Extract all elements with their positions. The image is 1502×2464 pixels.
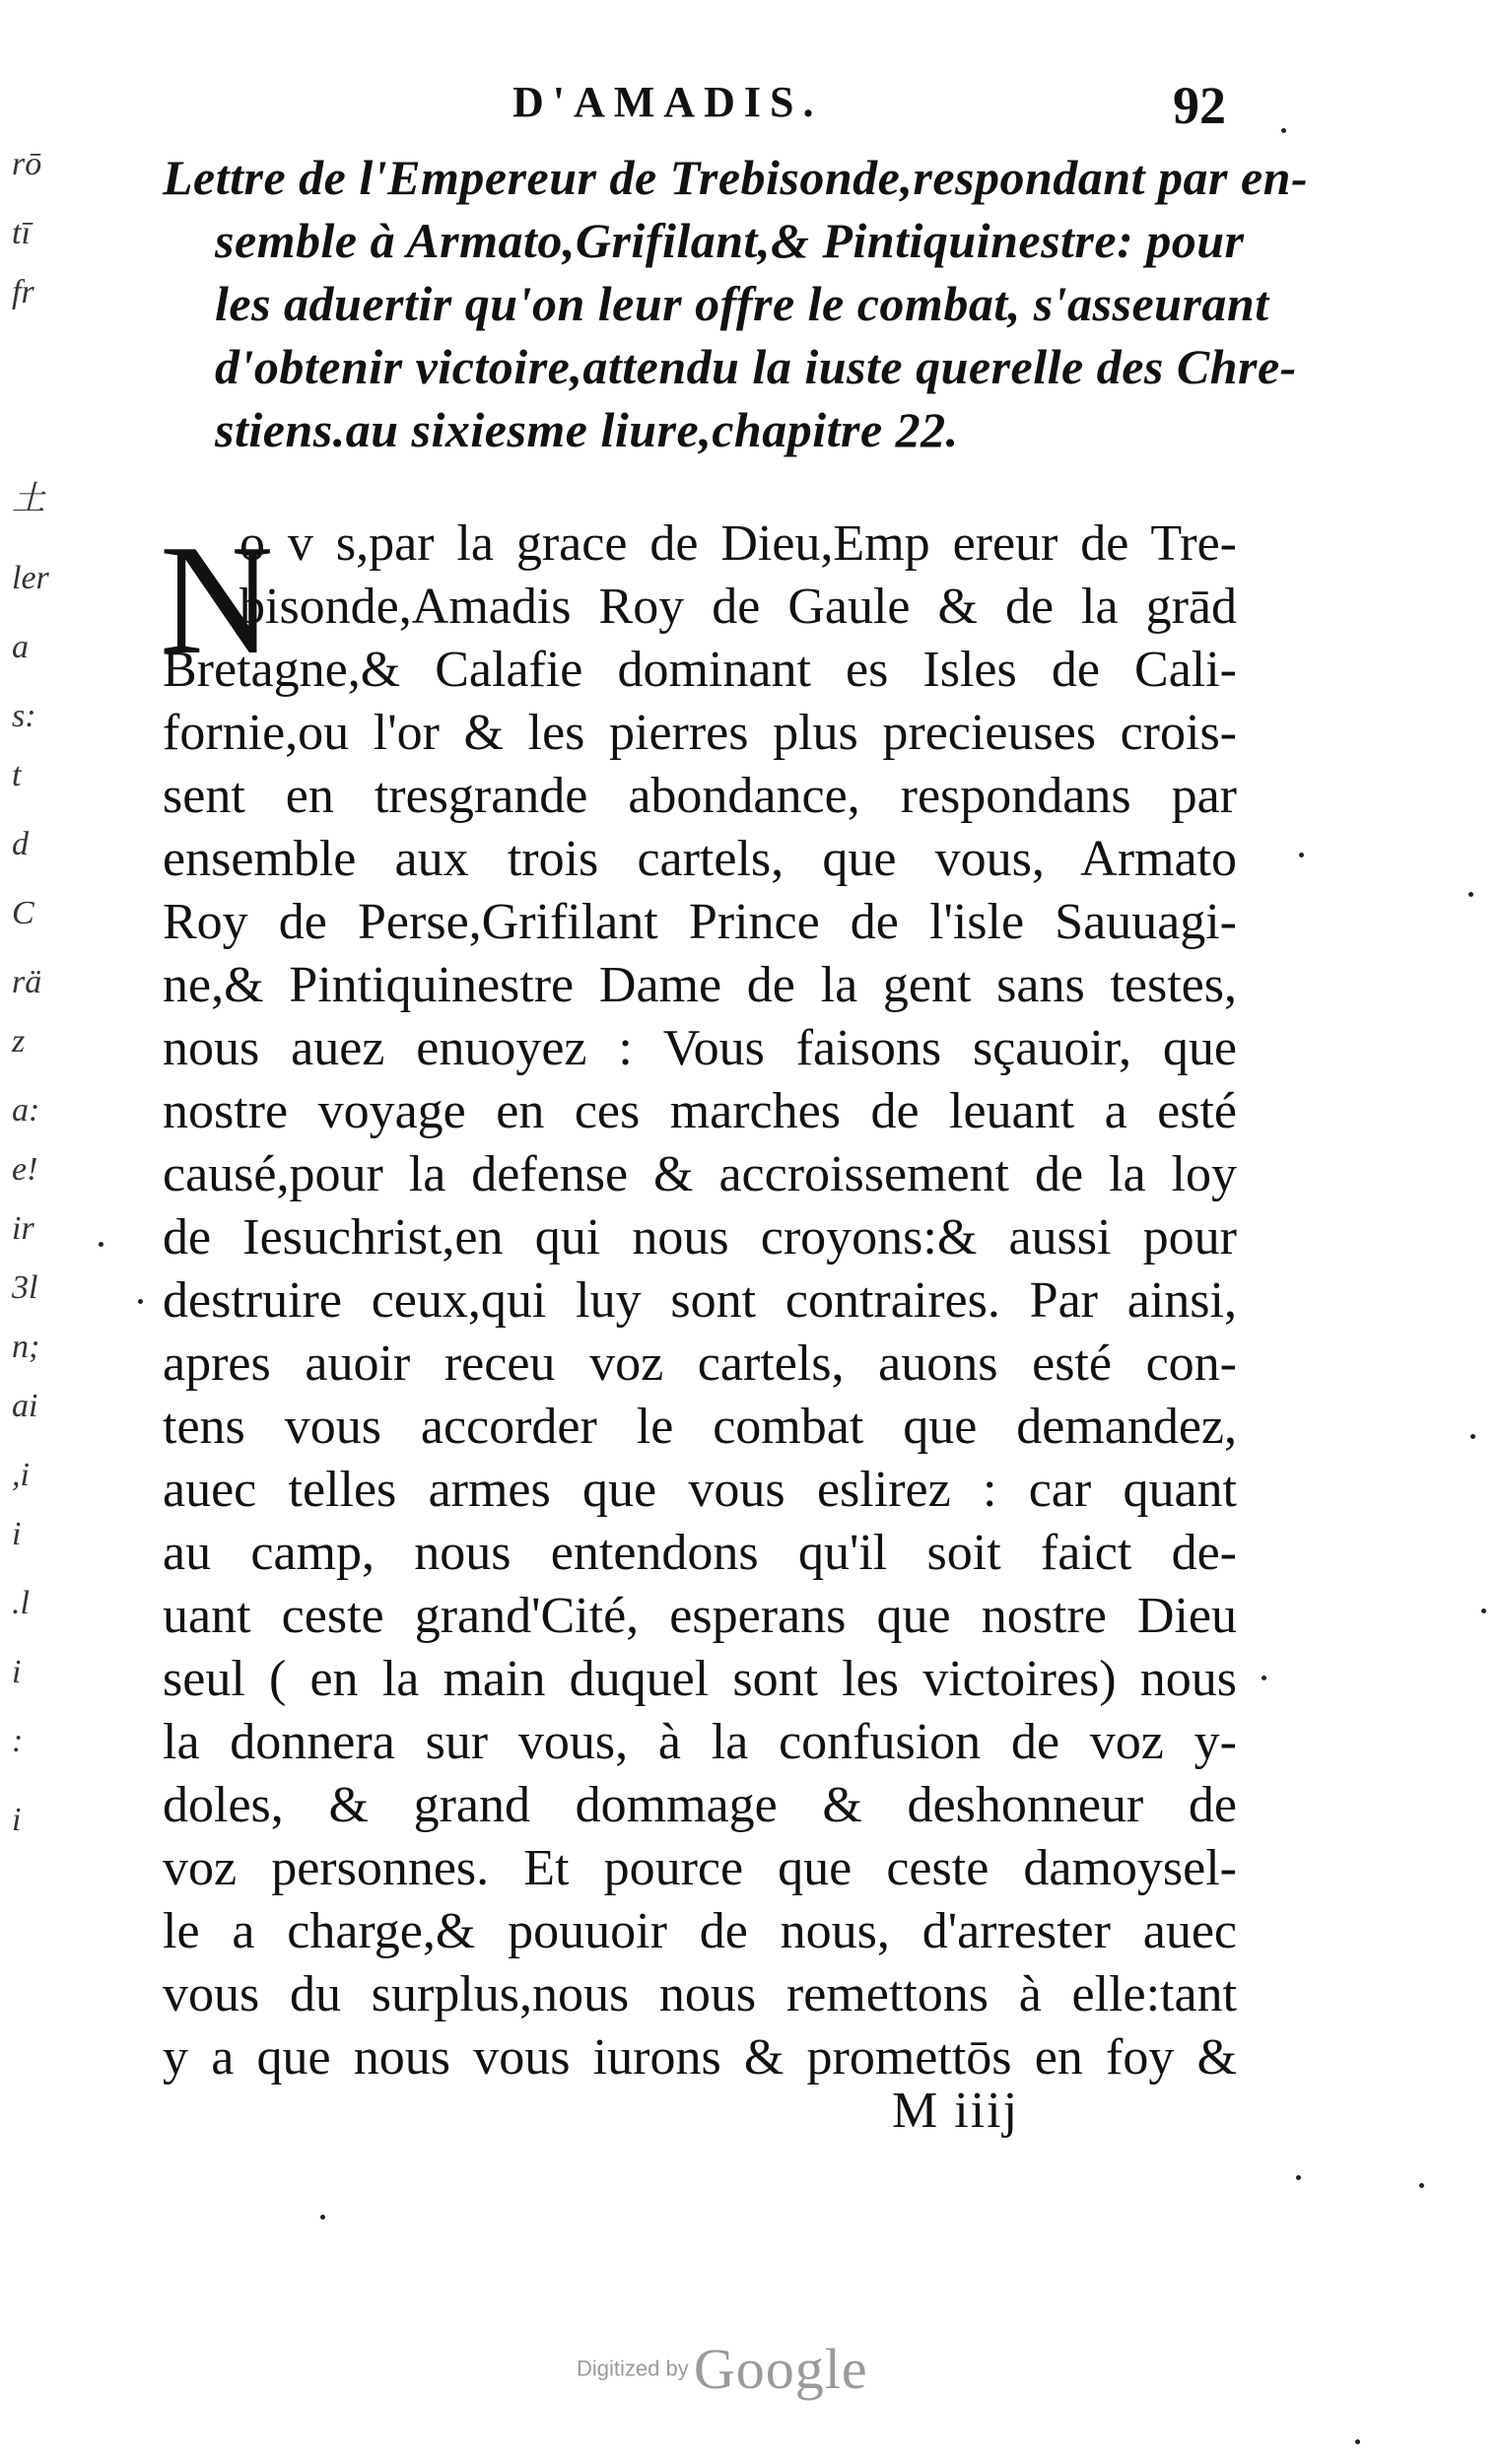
body-line: de Iesuchrist,en qui nous croyons:& aussi pour — [163, 1209, 1237, 1266]
ink-speck — [1468, 892, 1473, 897]
heading-line: Lettre de l'Empereur de Trebisonde,respondant par en- — [163, 150, 1309, 205]
body-line: voz personnes. Et pource que ceste damoysel- — [163, 1840, 1237, 1896]
digitization-watermark — [577, 2336, 868, 2402]
google-logo: Google — [693, 2337, 868, 2401]
body-line: au camp, nous entendons qu'il soit faict de- — [163, 1525, 1237, 1581]
body-line: causé,pour la defense & accroissement de la loy — [163, 1146, 1237, 1202]
signature-mark: M iiij — [892, 2083, 1020, 2139]
body-line: nous auez enuoyez : Vous faisons sçauoir, que — [163, 1020, 1237, 1076]
ink-speck — [1281, 128, 1286, 133]
body-line: y a que nous vous iurons & promettōs en foy & — [163, 2029, 1237, 2086]
ink-speck — [1262, 1676, 1266, 1680]
body-line: seul ( en la main duquel sont les victoires) nous — [163, 1651, 1237, 1707]
ink-speck — [138, 1299, 143, 1304]
body-line: fornie,ou l'or & les pierres plus precieuses crois- — [163, 705, 1237, 761]
gutter-mark: i — [12, 1802, 22, 1838]
body-line: apres auoir receu voz cartels, auons esté con- — [163, 1335, 1237, 1392]
body-line: doles, & grand dommage & deshonneur de — [163, 1777, 1237, 1833]
gutter-mark: e! — [12, 1151, 38, 1188]
body-line: Roy de Perse,Grifilant Prince de l'isle Sauuagi- — [163, 894, 1237, 950]
gutter-bleedthrough — [12, 148, 56, 1922]
body-line: sent en tresgrande abondance, respondans par — [163, 768, 1237, 824]
body-line: ne,& Pintiquinestre Dame de la gent sans testes, — [163, 957, 1237, 1013]
gutter-mark: tī — [12, 215, 31, 251]
gutter-mark: : — [12, 1723, 24, 1759]
body-line: Bretagne,& Calafie dominant es Isles de Cali- — [163, 642, 1237, 698]
heading-line: semble à Armato,Grifilant,& Pintiquinestre: pour — [215, 213, 1245, 268]
ink-speck — [1299, 853, 1304, 857]
gutter-mark: ler — [12, 560, 49, 596]
gutter-mark: s: — [12, 698, 36, 734]
letter-body — [163, 513, 1247, 2089]
body-line: auec telles armes que vous eslirez : car quant — [163, 1462, 1237, 1518]
gutter-mark: ir — [12, 1210, 34, 1247]
body-line: uant ceste grand'Cité, esperans que nostre Dieu — [163, 1588, 1237, 1644]
chapter-argument — [163, 146, 1309, 461]
gutter-mark: i — [12, 1516, 22, 1552]
heading-line: stiens.au sixiesme liure,chapitre 22. — [215, 402, 959, 457]
page-number: 92 — [1173, 76, 1226, 135]
ink-speck — [1355, 2439, 1360, 2444]
body-line: le a charge,& pouuoir de nous, d'arrester auec — [163, 1903, 1237, 1959]
ink-speck — [320, 2215, 325, 2220]
gutter-mark: rō — [12, 146, 42, 182]
gutter-mark: 土 — [12, 481, 45, 517]
body-line: ensemble aux trois cartels, que vous, Armato — [163, 831, 1237, 887]
gutter-mark: 3l — [12, 1269, 38, 1306]
gutter-mark: n; — [12, 1329, 40, 1365]
gutter-mark: ai — [12, 1388, 38, 1424]
body-line: o v s,par la grace de Dieu,Emp ereur de Tre- — [239, 515, 1237, 572]
ink-speck — [99, 1242, 103, 1247]
gutter-mark: rä — [12, 964, 42, 1000]
body-line: destruire ceux,qui luy sont contraires. Par ainsi, — [163, 1272, 1237, 1329]
running-head: D'AMADIS. — [512, 78, 823, 126]
body-line: vous du surplus,nous nous remettons à elle:tant — [163, 1966, 1237, 2022]
watermark-text: Digitized by — [577, 2356, 689, 2381]
gutter-mark: i — [12, 1654, 22, 1690]
ink-speck — [1470, 1434, 1475, 1439]
drop-cap: N — [160, 512, 274, 687]
gutter-mark: ,i — [12, 1457, 30, 1493]
body-line: nostre voyage en ces marches de leuant a esté — [163, 1083, 1237, 1139]
body-line: la donnera sur vous, à la confusion de voz y- — [163, 1714, 1237, 1770]
ink-speck — [1296, 2175, 1301, 2180]
gutter-mark: C — [12, 895, 34, 931]
gutter-mark: t — [12, 757, 22, 793]
ink-speck — [1481, 1608, 1486, 1613]
gutter-mark: fr — [12, 274, 34, 310]
heading-line: les aduertir qu'on leur offre le combat, s'asseurant — [215, 276, 1269, 331]
gutter-mark: a — [12, 629, 29, 665]
ink-speck — [1419, 2183, 1424, 2188]
gutter-mark: a: — [12, 1092, 40, 1129]
body-line: tens vous accorder le combat que demandez, — [163, 1399, 1237, 1455]
heading-line: d'obtenir victoire,attendu la iuste querelle des Chre- — [215, 339, 1297, 394]
body-line: bisonde,Amadis Roy de Gaule & de la grād — [239, 579, 1237, 635]
gutter-mark: d — [12, 826, 29, 862]
gutter-mark: z — [12, 1023, 26, 1060]
gutter-mark: .l — [12, 1585, 30, 1621]
